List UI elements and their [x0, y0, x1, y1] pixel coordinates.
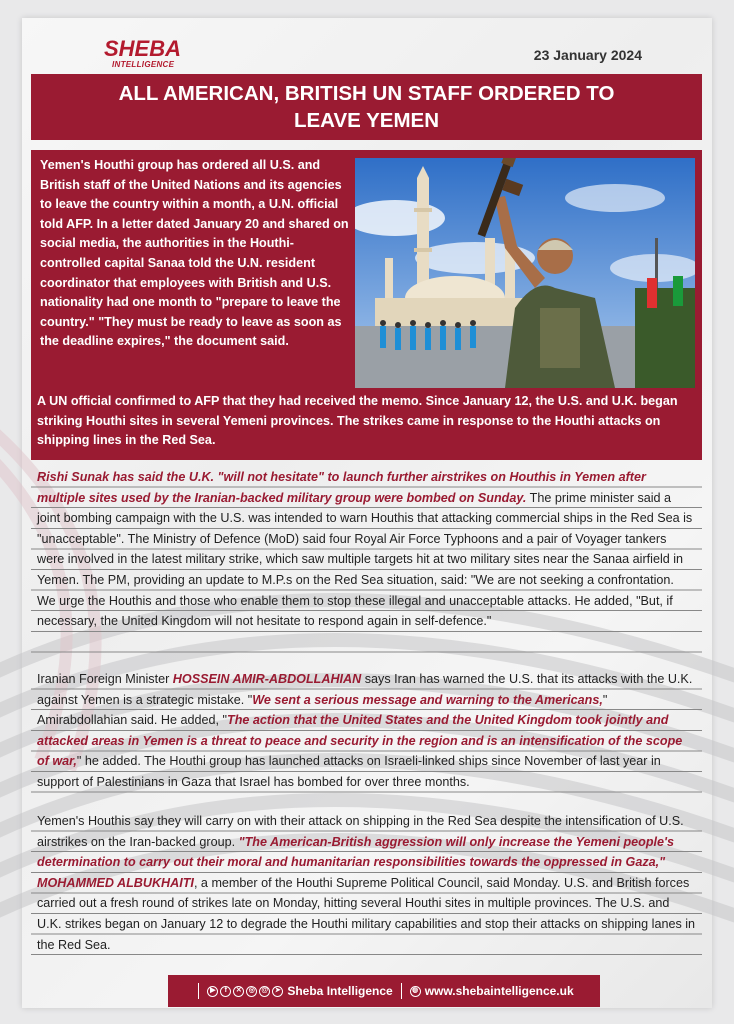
logo-wordmark: SHEBA — [104, 36, 182, 61]
instagram-icon[interactable]: ◎ — [246, 986, 257, 997]
iran-text-4: " he added. The Houthi group has launched attacks on Israeli-linked ships since November of last year in support of Palestinians in Gaza that Israel has bombed for over three months. — [37, 754, 661, 789]
iran-minister-name: HOSSEIN AMIR-ABDOLLAHIAN — [172, 672, 362, 686]
news-photo — [355, 158, 695, 388]
iran-text-3: " Amirabdollahian said. He added, " — [37, 692, 608, 728]
footer-brand[interactable]: Sheba Intelligence — [287, 984, 393, 998]
sunak-body: The prime minister said a joint bombing campaign with the U.S. was intended to warn Houthis that attacking commercial ships in the Red Sea is "unacceptable". The Ministry of Defence (MoD) said four Royal Air Force Typhoons and a pair of Voyager tankers were involved in the latest military strike, which saw multiple targets hit at two military sites near the Sanaa airfield in Yemen. The PM, providing an update to M.P.s on the Red Sea situation, said: "We are not seeking a confrontation. We urge the Houthis and those who enable them to stop these illegal and unacceptable attacks. He added, "But, if necessary, the United Kingdom will not hesitate to respond again in self-defence." — [37, 490, 693, 629]
threads-icon[interactable]: @ — [259, 986, 270, 997]
footer-website[interactable]: www.shebaintelligence.uk — [424, 984, 574, 998]
footer-bar — [168, 975, 600, 1007]
iran-quote-1: We sent a serious message and warning to the Americans, — [252, 692, 603, 707]
photo-illustration — [355, 158, 695, 388]
brand-logo — [104, 38, 204, 70]
social-icons — [207, 986, 283, 997]
logo-subtitle: INTELLIGENCE — [112, 60, 175, 69]
iran-text-2: says Iran has warned the U.S. that its attacks with the U.K. against Yemen is a strategic mistake. " — [37, 672, 693, 707]
section-sunak — [31, 467, 702, 654]
lead-paragraph: Yemen's Houthi group has ordered all U.S. and British staff of the United Nations and its agencies to leave the country within a month, a U.N. official told AFP. In a letter dated January 20 and shared on social media, the authorities in the Houthi-controlled capital Sanaa told the U.N. resident coordinator that employees with British and U.S. nationality had one month to "prepare to leave the country." "They must be ready to leave as soon as the deadline expires," the document said. — [40, 158, 349, 349]
section-iran — [31, 669, 702, 797]
section-houthi — [31, 811, 702, 956]
houthi-quote: "The American-British aggression will only increase the Yemeni people's determination to carry out their moral and humanitarian responsibilities towards the oppressed in Gaza," MOHAMMED ALBUKHAITI — [37, 834, 675, 890]
youtube-icon[interactable]: ▶ — [207, 986, 218, 997]
facebook-icon[interactable]: f — [220, 986, 231, 997]
footer-divider-2 — [401, 983, 402, 999]
telegram-icon[interactable]: ➤ — [272, 986, 283, 997]
headline-banner — [31, 74, 702, 140]
globe-icon: ◍ — [410, 986, 421, 997]
iran-text-1: Iranian Foreign Minister — [37, 672, 173, 686]
footer-divider — [198, 983, 199, 999]
lead-box — [31, 150, 702, 460]
sunak-highlight: Rishi Sunak has said the U.K. "will not hesitate" to launch further airstrikes on Houthis in Yemen after multiple sites used by the Iranian-backed military group were bombed on Sunday. — [37, 470, 646, 505]
x-icon[interactable]: ✕ — [233, 986, 244, 997]
houthi-text-2: , a member of the Houthi Supreme Political Council, said Monday. U.S. and British forces carried out a fresh round of strikes late on Monday, hitting several Houthi sites in multiple provinces. The U.S. and U.K. strikes began on January 12 to degrade the Houthi military capabilities and stop their attacks on shipping lanes in the Red Sea. — [37, 875, 696, 952]
houthi-text-1: Yemen's Houthis say they will carry on with their attack on shipping in the Red Sea despite the intensification of U.S. airstrikes on the Iran-backed group. — [37, 814, 684, 849]
iran-quote-2: The action that the United States and the United Kingdom took jointly and attacked areas in Yemen is a threat to peace and security in the region and is an intensification of the scope of war, — [37, 713, 683, 769]
lead-continuation: A UN official confirmed to AFP that they had received the memo. Since January 12, the U.S. and U.K. began striking Houthi sites in several Yemeni provinces. The strikes came in response to the Houthi attacks on shipping lines in the Red Sea. — [37, 394, 678, 447]
publication-date: 23 January 2024 — [533, 47, 642, 63]
headline: ALL AMERICAN, BRITISH UN STAFF ORDERED TO LEAVE YEMEN — [118, 82, 615, 132]
